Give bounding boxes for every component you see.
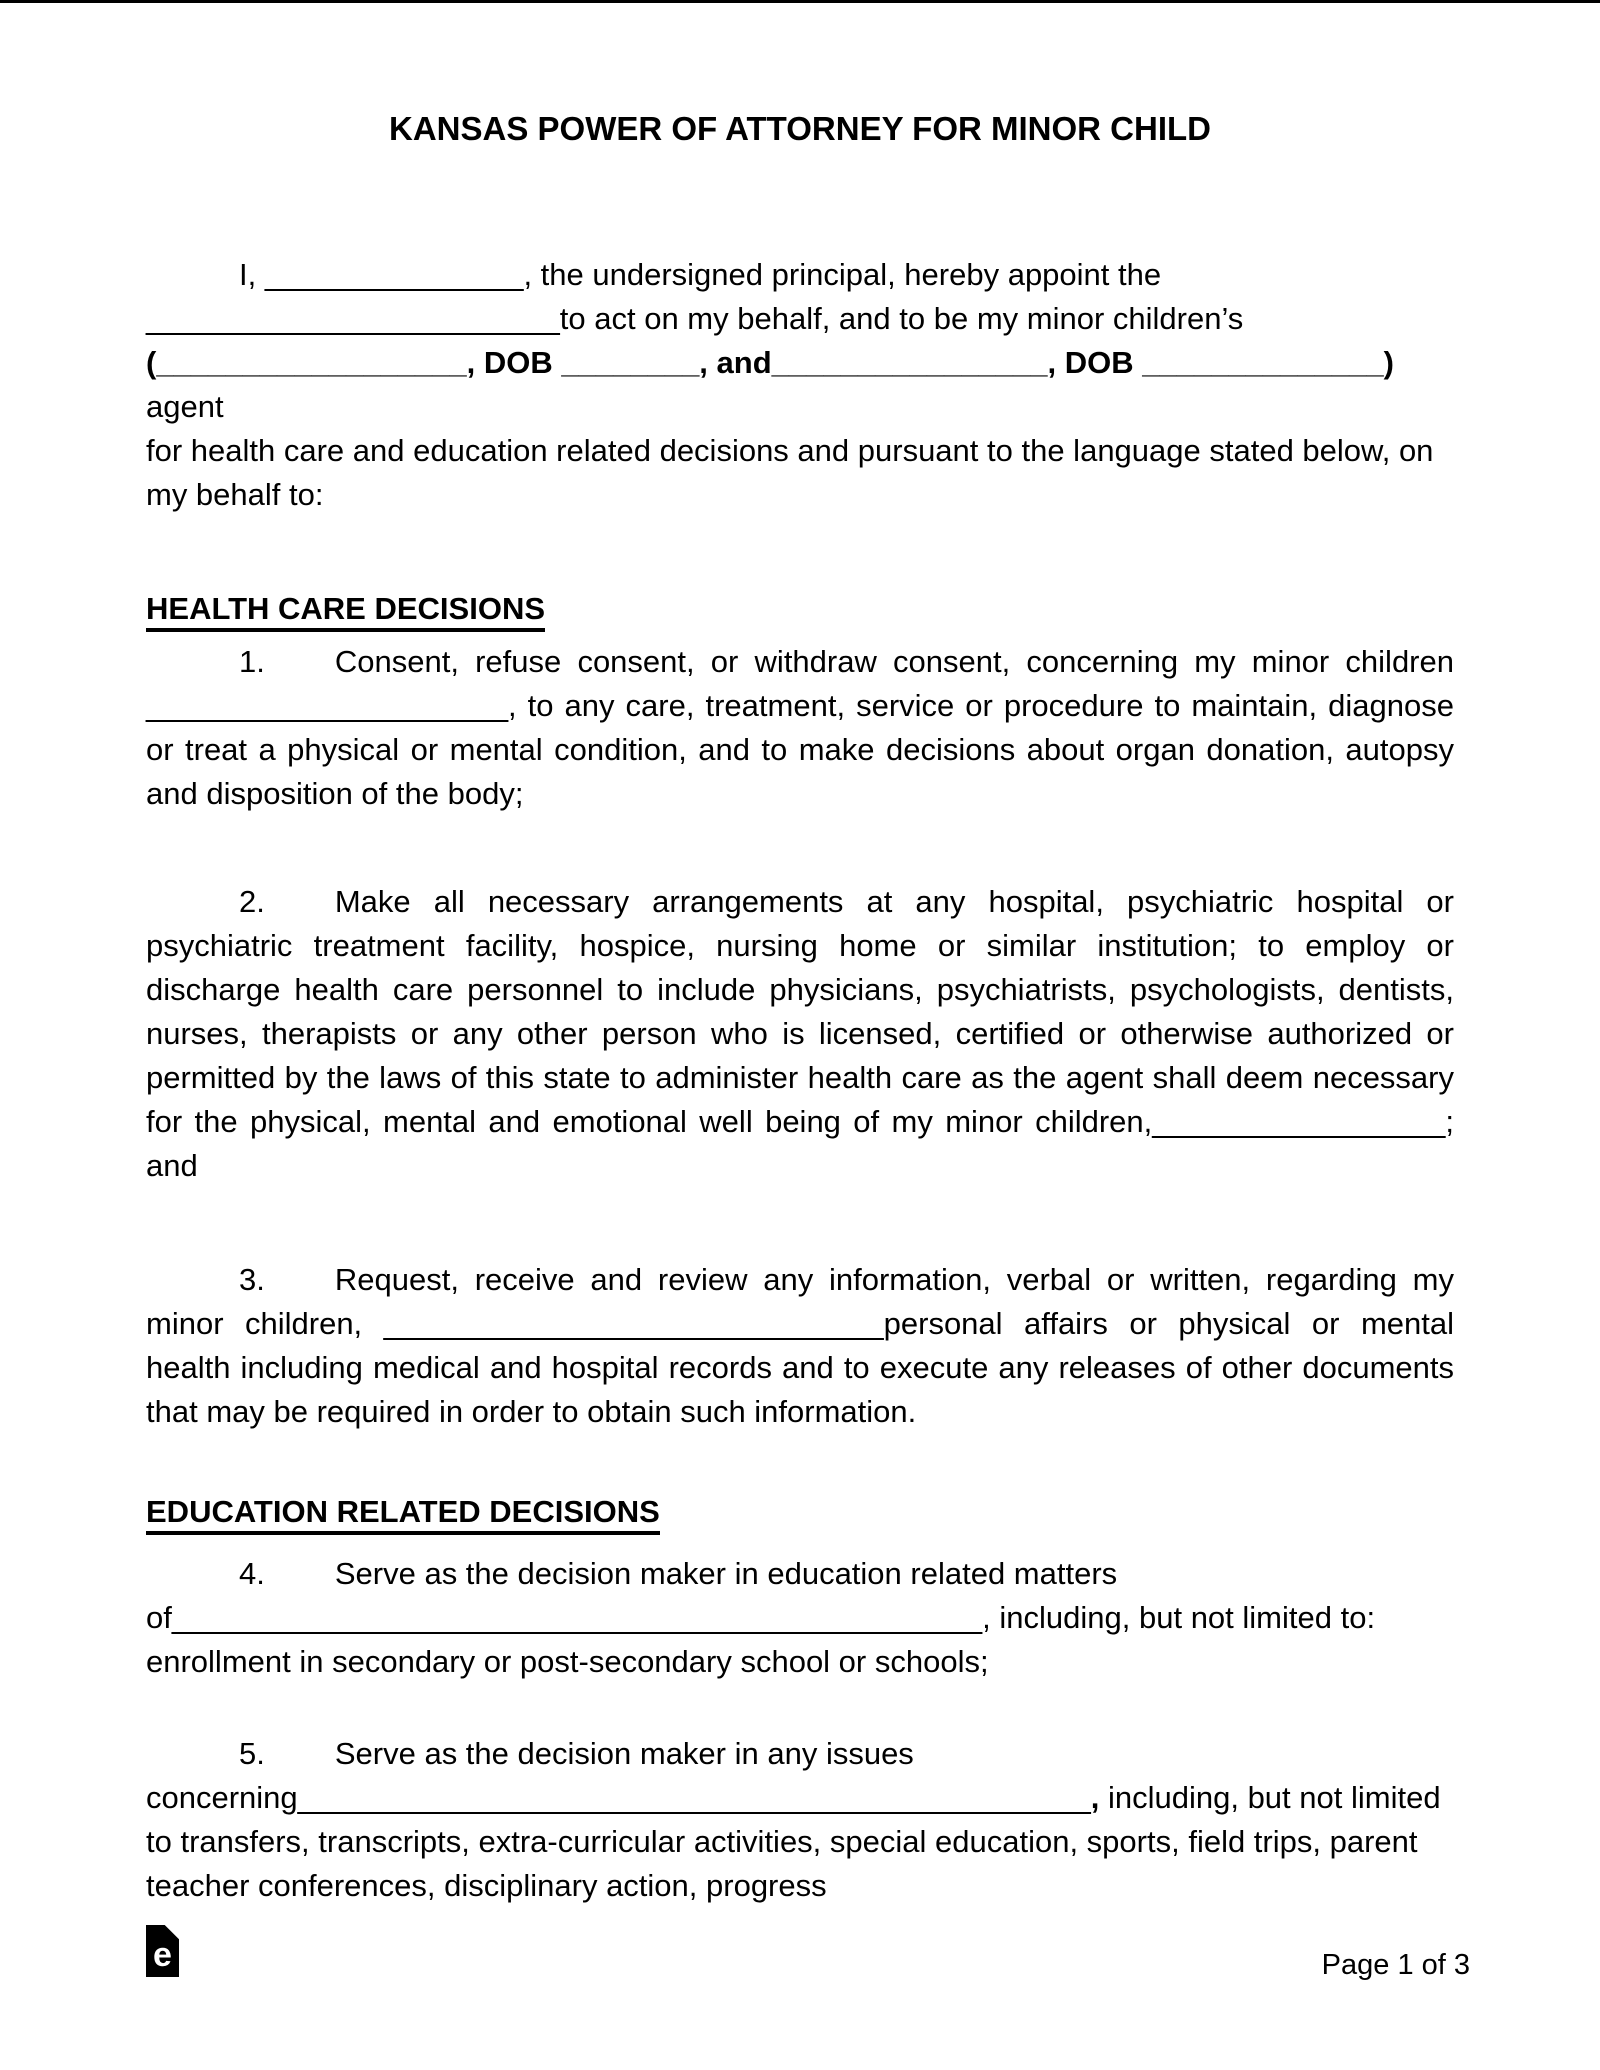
clause-3-number: 3. <box>239 1262 265 1297</box>
clause-5 <box>146 1732 1454 1908</box>
clause-1-text: Consent, refuse consent, or withdraw consent, concerning my minor children _____________________, to any care, treatment, service or procedure to maintain, diagnose or treat a physical or mental condition, and to make decisions about organ donation, autopsy and disposition of the body; <box>146 644 1454 811</box>
clause-5-text-after: including, but not limited to transfers, transcripts, extra-curricular activities, special education, sports, field trips, parent teacher conferences, disciplinary action, progress <box>146 1780 1441 1903</box>
clause-4-number: 4. <box>239 1556 265 1591</box>
clause-2 <box>146 880 1454 1188</box>
clause-5-text-before: Serve as the decision maker in any issues concerning______________________________________________ <box>146 1736 1091 1815</box>
intro-after-bold: agent <box>146 389 224 424</box>
page-number: Page 1 of 3 <box>1321 1949 1470 1981</box>
eforms-logo-icon <box>146 1925 179 1977</box>
clause-4-text: Serve as the decision maker in education related matters of_______________________________________________, including, but not limited to: enrollment in secondary or post-secondary school or schools; <box>146 1556 1376 1679</box>
page-footer <box>146 1925 1470 1981</box>
document-icon <box>146 1925 179 1977</box>
intro-line2: ________________________to act on my behalf, and to be my minor children’s <box>146 301 1244 336</box>
intro-paragraph <box>146 253 1454 517</box>
clause-5-number: 5. <box>239 1736 265 1771</box>
clause-2-number: 2. <box>239 884 265 919</box>
section-heading-education <box>146 1490 1454 1534</box>
section-heading-health-care-text: HEALTH CARE DECISIONS <box>146 591 545 632</box>
section-heading-education-text: EDUCATION RELATED DECISIONS <box>146 1494 660 1535</box>
clause-3 <box>146 1258 1454 1434</box>
intro-rest: for health care and education related decisions and pursuant to the language stated below, on my behalf to: <box>146 433 1434 512</box>
clause-4 <box>146 1552 1454 1684</box>
clause-1 <box>146 640 1454 816</box>
clause-3-text: Request, receive and review any information, verbal or written, regarding my minor children, _____________________________personal affairs or physical or mental health including medical and hospital records and to execute any releases of other documents that may be required in order to obtain such information. <box>146 1262 1454 1429</box>
section-heading-health-care <box>146 587 1454 631</box>
document-title: KANSAS POWER OF ATTORNEY FOR MINOR CHILD <box>389 110 1211 147</box>
clause-1-number: 1. <box>239 644 265 679</box>
clause-5-bold-comma: , <box>1090 1780 1100 1815</box>
logo-letter: e <box>153 1936 172 1974</box>
clause-2-text: Make all necessary arrangements at any hospital, psychiatric hospital or psychiatric treatment facility, hospice, nursing home or similar institution; to employ or discharge health care personnel to include physicians, psychiatrists, psychologists, dentists, nurses, therapists or any other person who is licensed, certified or otherwise authorized or permitted by the laws of this state to administer health care as the agent shall deem necessary for the physical, mental and emotional well being of my minor children,_________________; and <box>146 884 1454 1183</box>
children-names-dob-bold-segment: (__________________, DOB ________, and________________, DOB ______________) <box>146 345 1394 380</box>
intro-line1: I, _______________, the undersigned principal, hereby appoint the <box>239 257 1162 292</box>
